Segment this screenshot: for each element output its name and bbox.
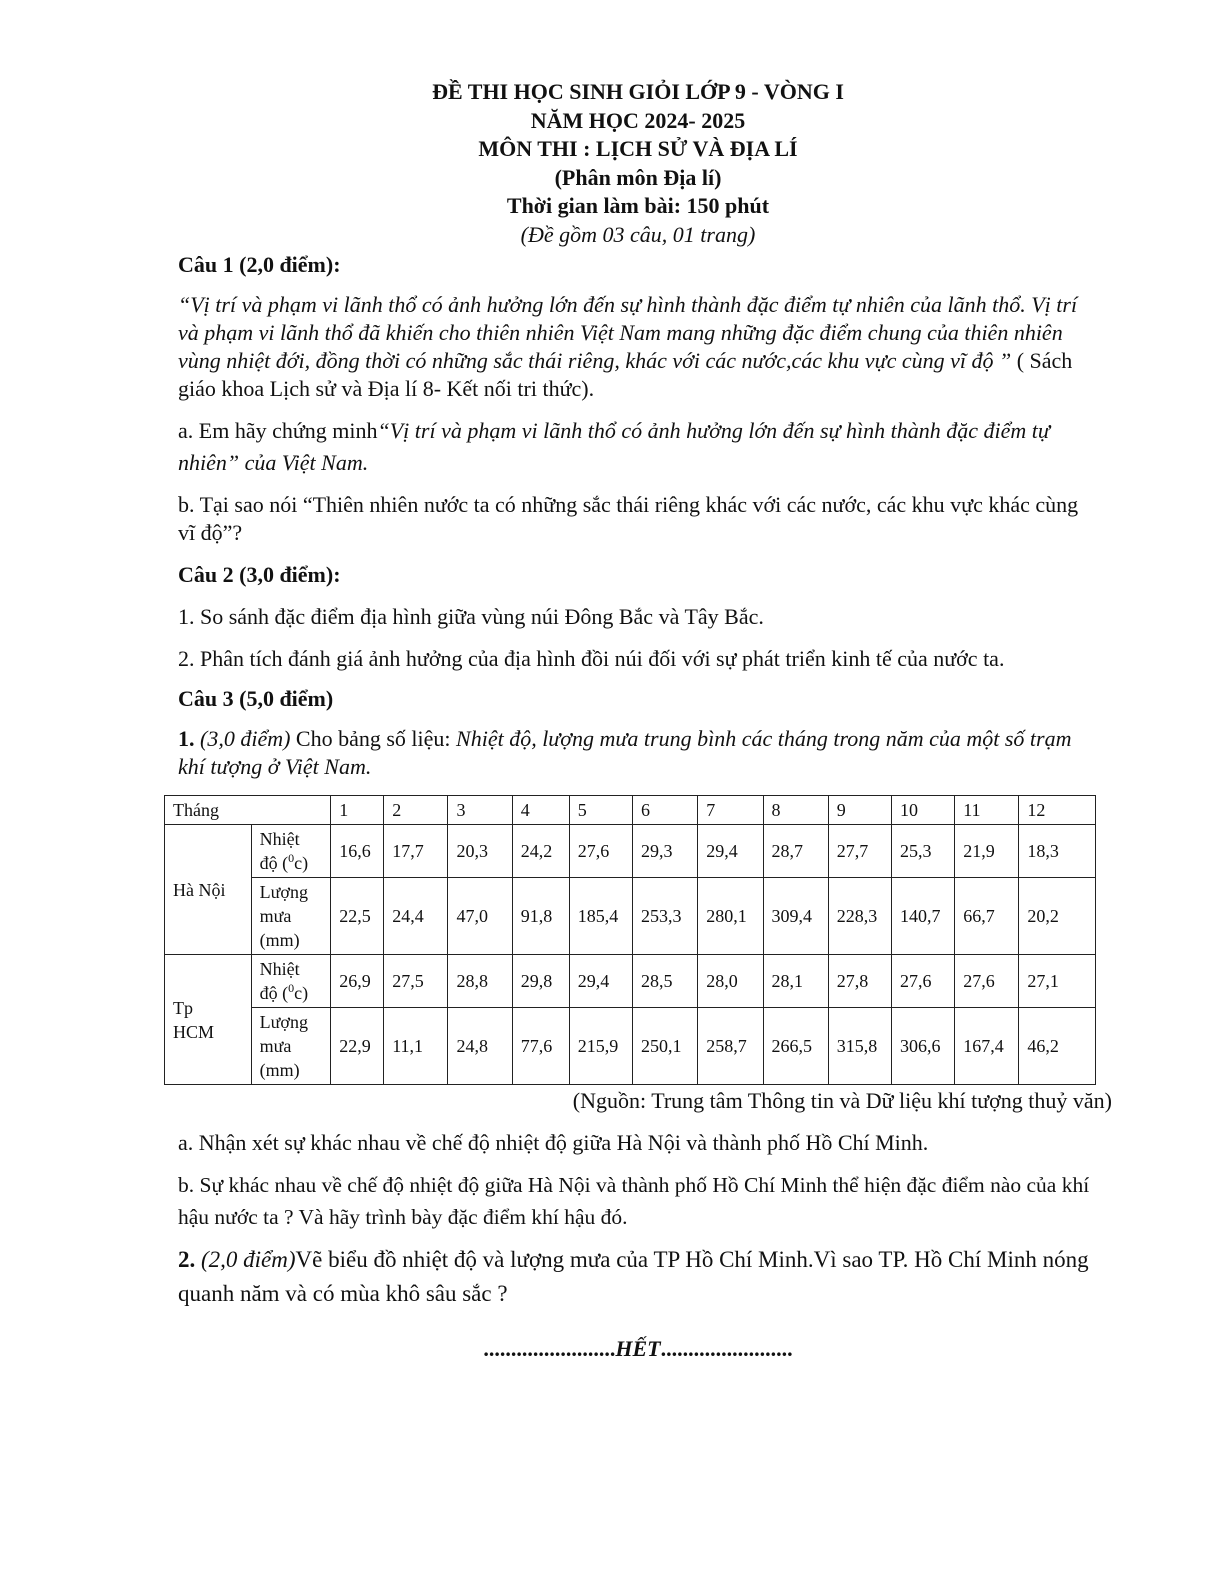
value-cell: 266,5	[763, 1008, 828, 1085]
value-cell: 253,3	[633, 878, 698, 955]
value-cell: 27,6	[891, 955, 954, 1008]
table-row-hanoi-temp	[165, 825, 1096, 878]
q3p2-text: Vẽ biểu đồ nhiệt độ và lượng mưa của TP Hồ Chí Minh.Vì sao TP. Hồ Chí Minh nóng quanh năm và có mùa khô sâu sắc ?	[178, 1247, 1089, 1306]
value-cell: 17,7	[384, 825, 448, 878]
month-cell: 11	[955, 796, 1019, 825]
question-1a	[178, 415, 1098, 479]
q1a-italic: “Vị trí và phạm vi lãnh thổ có ảnh hưởng lớn đến sự hình thành đặc điểm tự nhiên” của Việt Nam.	[178, 418, 1050, 475]
value-cell: 22,5	[331, 878, 384, 955]
question-2-title: Câu 2 (3,0 điểm):	[178, 562, 341, 587]
q3p2-points: (2,0 điểm)	[195, 1247, 296, 1272]
value-cell: 18,3	[1019, 825, 1096, 878]
value-cell: 16,6	[331, 825, 384, 878]
month-cell: 10	[891, 796, 954, 825]
value-cell: 28,1	[763, 955, 828, 1008]
table-row-hcm-rain	[165, 1008, 1096, 1085]
question-3-part-1	[178, 725, 1098, 781]
school-year: NĂM HỌC 2024- 2025	[530, 107, 746, 133]
value-cell: 27,1	[1019, 955, 1096, 1008]
climate-table	[164, 795, 1096, 1085]
value-cell: 29,4	[569, 955, 632, 1008]
month-cell: 5	[569, 796, 632, 825]
value-cell: 250,1	[633, 1008, 698, 1085]
question-3-part-2	[178, 1243, 1098, 1311]
value-cell: 167,4	[955, 1008, 1019, 1085]
sub-subject: (Phân môn Địa lí)	[554, 164, 722, 190]
q3p1-text: Cho bảng số liệu:	[290, 726, 457, 751]
value-cell: 27,6	[569, 825, 632, 878]
question-3b: b. Sự khác nhau về chế độ nhiệt độ giữa Hà Nội và thành phố Hồ Chí Minh thể hiện đặc điểm nào của khí hậu nước ta ? Và hãy trình bày đặc điểm khí hậu đó.	[178, 1173, 1090, 1229]
q3p1-number: 1.	[178, 726, 195, 751]
table-row-hanoi-rain	[165, 878, 1096, 955]
value-cell: 25,3	[891, 825, 954, 878]
value-cell: 22,9	[331, 1008, 384, 1085]
value-cell: 27,5	[384, 955, 448, 1008]
value-cell: 47,0	[448, 878, 512, 955]
month-cell: 6	[633, 796, 698, 825]
month-header: Tháng	[165, 796, 331, 825]
rainfall-label: Lượng mưa (mm)	[251, 878, 331, 955]
value-cell: 258,7	[698, 1008, 763, 1085]
value-cell: 66,7	[955, 878, 1019, 955]
value-cell: 27,8	[828, 955, 891, 1008]
station-hanoi: Hà Nội	[165, 825, 252, 955]
value-cell: 24,2	[512, 825, 569, 878]
value-cell: 20,3	[448, 825, 512, 878]
value-cell: 28,7	[763, 825, 828, 878]
quote-text: “Vị trí và phạm vi lãnh thổ có ảnh hưởng lớn đến sự hình thành đặc điểm tự nhiên của lãnh thổ. Vị trí và phạm vi lãnh thổ đã khiến cho thiên nhiên Việt Nam mang những đặc điểm chung của thiên nhiên vùng nhiệt đới, đồng thời có những sắc thái riêng, khác với các nước,các khu vực cùng vĩ độ ”	[178, 292, 1078, 373]
q3p1-table-caption: Nhiệt độ, lượng mưa trung bình các tháng trong năm của một số trạm khí tượng ở Việt Nam.	[178, 726, 1072, 779]
question-2-part-1: 1. So sánh đặc điểm địa hình giữa vùng núi Đông Bắc và Tây Bắc.	[178, 604, 764, 629]
value-cell: 24,8	[448, 1008, 512, 1085]
value-cell: 11,1	[384, 1008, 448, 1085]
question-1-quote	[178, 291, 1098, 403]
question-3-title: Câu 3 (5,0 điểm)	[178, 686, 334, 711]
exam-header	[178, 78, 1098, 249]
value-cell: 21,9	[955, 825, 1019, 878]
value-cell: 306,6	[891, 1008, 954, 1085]
month-cell: 7	[698, 796, 763, 825]
value-cell: 215,9	[569, 1008, 632, 1085]
month-cell: 12	[1019, 796, 1096, 825]
value-cell: 29,4	[698, 825, 763, 878]
question-3a: a. Nhận xét sự khác nhau về chế độ nhiệt độ giữa Hà Nội và thành phố Hồ Chí Minh.	[178, 1130, 929, 1155]
value-cell: 24,4	[384, 878, 448, 955]
value-cell: 140,7	[891, 878, 954, 955]
end-marker: ........................HẾT........................	[483, 1336, 793, 1361]
value-cell: 185,4	[569, 878, 632, 955]
value-cell: 46,2	[1019, 1008, 1096, 1085]
table-header-row	[165, 796, 1096, 825]
value-cell: 28,5	[633, 955, 698, 1008]
rainfall-label: Lượng mưa (mm)	[251, 1008, 331, 1085]
value-cell: 27,6	[955, 955, 1019, 1008]
value-cell: 91,8	[512, 878, 569, 955]
q1a-prefix: a. Em hãy chứng minh	[178, 418, 378, 443]
value-cell: 77,6	[512, 1008, 569, 1085]
month-cell: 9	[828, 796, 891, 825]
table-row-hcm-temp	[165, 955, 1096, 1008]
value-cell: 28,0	[698, 955, 763, 1008]
question-1b: b. Tại sao nói “Thiên nhiên nước ta có những sắc thái riêng khác với các nước, các khu vực khác cùng vĩ độ”?	[178, 492, 1079, 545]
temperature-label: Nhiệt độ ($^0$c)	[251, 825, 331, 878]
page-count-note: (Đề gồm 03 câu, 01 trang)	[520, 221, 756, 247]
month-cell: 4	[512, 796, 569, 825]
q3p1-points: (3,0 điểm)	[194, 726, 291, 751]
value-cell: 309,4	[763, 878, 828, 955]
value-cell: 29,3	[633, 825, 698, 878]
table-source: (Nguồn: Trung tâm Thông tin và Dữ liệu khí tượng thuỷ văn)	[572, 1088, 1112, 1113]
time-limit: Thời gian làm bài: 150 phút	[506, 193, 770, 218]
month-cell: 8	[763, 796, 828, 825]
temperature-label: Nhiệt độ ($^0$c)	[251, 955, 331, 1008]
value-cell: 28,8	[448, 955, 512, 1008]
value-cell: 228,3	[828, 878, 891, 955]
exam-page	[173, 78, 1112, 1363]
question-1-title: Câu 1 (2,0 điểm):	[178, 252, 341, 277]
subject: MÔN THI : LỊCH SỬ VÀ ĐỊA LÍ	[478, 136, 798, 161]
month-cell: 2	[384, 796, 448, 825]
question-2-part-2: 2. Phân tích đánh giá ảnh hưởng của địa hình đồi núi đối với sự phát triển kinh tế của nước ta.	[178, 646, 1005, 671]
month-cell: 3	[448, 796, 512, 825]
quote-source: ( Sách giáo khoa Lịch sử và Địa lí 8- Kết nối tri thức).	[178, 348, 1073, 401]
exam-title: ĐỀ THI HỌC SINH GIỎI LỚP 9 - VÒNG I	[432, 79, 844, 104]
value-cell: 280,1	[698, 878, 763, 955]
value-cell: 26,9	[331, 955, 384, 1008]
value-cell: 20,2	[1019, 878, 1096, 955]
value-cell: 315,8	[828, 1008, 891, 1085]
month-cell: 1	[331, 796, 384, 825]
q3p2-number: 2.	[178, 1247, 196, 1272]
station-hcm: Tp HCM	[165, 955, 252, 1085]
value-cell: 29,8	[512, 955, 569, 1008]
value-cell: 27,7	[828, 825, 891, 878]
